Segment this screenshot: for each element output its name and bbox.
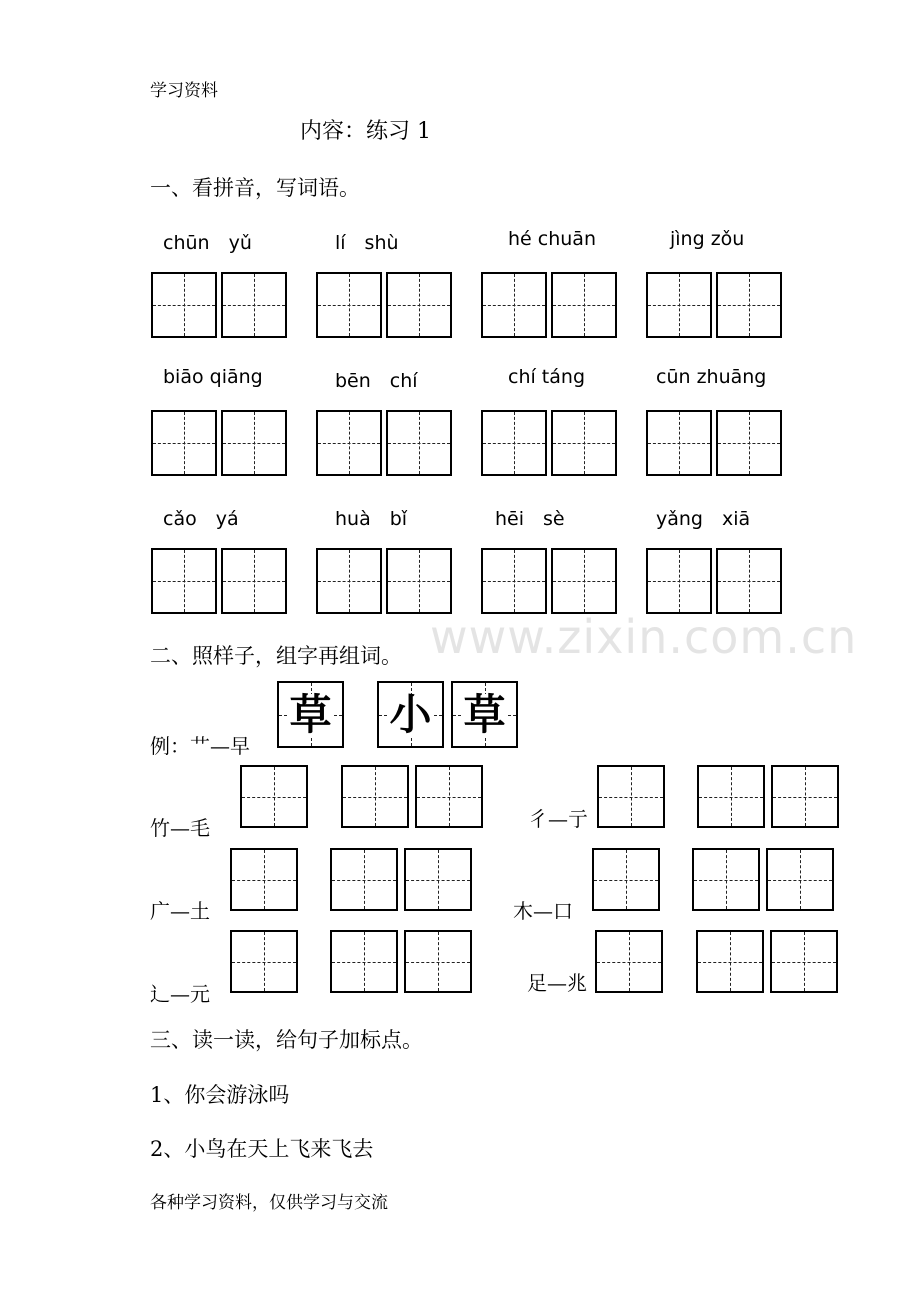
tianzige-box[interactable]	[481, 548, 547, 614]
pinyin-label: biāo qiāng	[163, 366, 263, 388]
tianzige-box[interactable]	[316, 272, 382, 338]
tianzige-box[interactable]	[696, 930, 764, 993]
tianzige-box[interactable]	[386, 410, 452, 476]
tianzige-box[interactable]	[592, 848, 660, 911]
section-3-heading: 三、读一读，给句子加标点。	[150, 1028, 423, 1052]
tianzige-box[interactable]	[716, 272, 782, 338]
tianzige-box[interactable]	[716, 548, 782, 614]
pinyin-label: huà bǐ	[335, 508, 408, 530]
pinyin-label: lí shù	[335, 232, 399, 254]
tianzige-box[interactable]	[230, 930, 298, 993]
pinyin-label: cǎo yá	[163, 508, 239, 530]
page-footer: 各种学习资料，仅供学习与交流	[150, 1193, 388, 1213]
example-char: 草	[463, 689, 506, 739]
tianzige-box[interactable]	[386, 548, 452, 614]
pinyin-label: bēn chí	[335, 370, 418, 392]
section-1-heading: 一、看拼音，写词语。	[150, 176, 360, 200]
example-char: 草	[289, 689, 332, 739]
sentence: 2、小鸟在天上飞来飞去	[150, 1137, 374, 1161]
tianzige-box[interactable]	[646, 548, 712, 614]
tianzige-box[interactable]	[151, 410, 217, 476]
tianzige-box[interactable]	[330, 930, 398, 993]
tianzige-box[interactable]	[415, 765, 483, 828]
tianzige-box[interactable]	[716, 410, 782, 476]
tianzige-box[interactable]	[481, 410, 547, 476]
radical-pair-label: 辶—元	[150, 982, 210, 1006]
radical-pair-label: 足—兆	[527, 971, 587, 995]
tianzige-box[interactable]	[551, 548, 617, 614]
tianzige-box[interactable]	[386, 272, 452, 338]
tianzige-box[interactable]	[481, 272, 547, 338]
tianzige-box[interactable]	[316, 548, 382, 614]
pinyin-label: chūn yǔ	[163, 232, 252, 254]
radical-pair-label: 木—口	[513, 899, 573, 923]
pinyin-label: hé chuān	[508, 228, 596, 250]
radical-pair-label: 彳—亍	[528, 807, 588, 831]
tianzige-box[interactable]	[404, 930, 472, 993]
example-box	[451, 681, 518, 748]
tianzige-box[interactable]	[221, 272, 287, 338]
tianzige-box[interactable]	[770, 930, 838, 993]
example-box	[277, 681, 344, 748]
page-title: 内容：练习 1	[300, 119, 431, 144]
tianzige-box[interactable]	[221, 548, 287, 614]
page-header: 学习资料	[150, 81, 218, 101]
tianzige-box[interactable]	[595, 930, 663, 993]
pinyin-label: chí táng	[508, 366, 586, 388]
tianzige-box[interactable]	[697, 765, 765, 828]
tianzige-box[interactable]	[766, 848, 834, 911]
tianzige-box[interactable]	[151, 272, 217, 338]
tianzige-box[interactable]	[221, 410, 287, 476]
example-char: 小	[389, 689, 432, 739]
watermark: www.zixin.com.cn	[430, 610, 858, 664]
radical-pair-label: 广—土	[150, 899, 210, 923]
pinyin-label: jìng zǒu	[670, 228, 745, 250]
example-label: 例：艹—早	[150, 734, 250, 758]
radical-pair-label: 竹—毛	[150, 816, 210, 840]
tianzige-box[interactable]	[692, 848, 760, 911]
tianzige-box[interactable]	[646, 272, 712, 338]
tianzige-box[interactable]	[597, 765, 665, 828]
tianzige-box[interactable]	[341, 765, 409, 828]
tianzige-box[interactable]	[230, 848, 298, 911]
sentence: 1、你会游泳吗	[150, 1083, 290, 1107]
section-2-heading: 二、照样子，组字再组词。	[150, 644, 402, 668]
tianzige-box[interactable]	[551, 272, 617, 338]
pinyin-label: hēi sè	[495, 508, 565, 530]
tianzige-box[interactable]	[316, 410, 382, 476]
tianzige-box[interactable]	[330, 848, 398, 911]
tianzige-box[interactable]	[404, 848, 472, 911]
tianzige-box[interactable]	[551, 410, 617, 476]
tianzige-box[interactable]	[151, 548, 217, 614]
pinyin-label: cūn zhuāng	[656, 366, 767, 388]
tianzige-box[interactable]	[240, 765, 308, 828]
pinyin-label: yǎng xiā	[656, 508, 751, 530]
tianzige-box[interactable]	[646, 410, 712, 476]
example-box	[377, 681, 444, 748]
tianzige-box[interactable]	[771, 765, 839, 828]
